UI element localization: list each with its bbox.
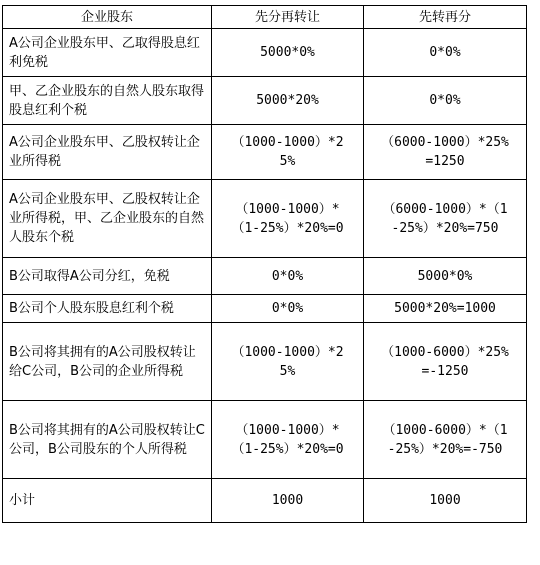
table-row [3, 258, 527, 295]
header-distribute-then-transfer: 先分再转让 [212, 6, 364, 29]
row-value-transfer-first [364, 77, 527, 125]
row-value-transfer-first [364, 401, 527, 479]
row-label: A公司企业股东甲、乙股权转让企业所得税 [3, 125, 212, 180]
header-shareholder: 企业股东 [3, 6, 212, 29]
cell-text: （1000-6000）*25%=-1250 [381, 344, 509, 379]
row-value-transfer-first [364, 125, 527, 180]
row-value-distribute-first [212, 29, 364, 77]
row-label: 小计 [3, 479, 212, 523]
row-value-distribute-first [212, 401, 364, 479]
row-value-transfer-first [364, 479, 527, 523]
header-transfer-then-distribute: 先转再分 [364, 6, 527, 29]
table-row [3, 77, 527, 125]
table-header-row [3, 6, 527, 29]
row-label: B公司取得A公司分红，免税 [3, 258, 212, 295]
row-value-transfer-first [364, 258, 527, 295]
cell-text: （1000-1000）*（1-25%）*20%=0 [231, 201, 344, 236]
row-value-distribute-first [212, 180, 364, 258]
row-label: B公司将其拥有的A公司股权转让C公司，B公司股东的个人所得税 [3, 401, 212, 479]
cell-text: 1000 [429, 493, 461, 508]
cell-text: 0*0% [429, 93, 461, 108]
cell-text: 5000*20%=1000 [394, 301, 496, 316]
row-label: 甲、乙企业股东的自然人股东取得股息红利个税 [3, 77, 212, 125]
row-value-distribute-first [212, 125, 364, 180]
row-value-distribute-first [212, 258, 364, 295]
cell-text: 0*0% [429, 45, 461, 60]
cell-text: （1000-1000）*25% [231, 344, 344, 379]
table-row [3, 180, 527, 258]
row-value-distribute-first [212, 323, 364, 401]
table-row [3, 125, 527, 180]
cell-text: （1000-6000）*（1-25%）*20%=-750 [382, 422, 508, 457]
row-label: A公司企业股东甲、乙取得股息红利免税 [3, 29, 212, 77]
row-label: B公司将其拥有的A公司股权转让给C公司，B公司的企业所得税 [3, 323, 212, 401]
table-row [3, 295, 527, 323]
tax-comparison-table [2, 5, 527, 523]
table-row-subtotal [3, 479, 527, 523]
table-row [3, 29, 527, 77]
row-label: B公司个人股东股息红利个税 [3, 295, 212, 323]
table-row [3, 323, 527, 401]
cell-text: 5000*0% [417, 268, 473, 284]
cell-text: （1000-1000）*25% [231, 135, 344, 169]
cell-text: 1000 [271, 493, 304, 508]
row-value-transfer-first [364, 29, 527, 77]
row-value-distribute-first [212, 479, 364, 523]
row-value-distribute-first [212, 295, 364, 323]
row-value-transfer-first [364, 323, 527, 401]
cell-text: （6000-1000）*25%=1250 [381, 135, 509, 169]
cell-text: 0*0% [271, 301, 304, 316]
cell-text: 0*0% [271, 268, 304, 284]
cell-text: （1000-1000）*（1-25%）*20%=0 [231, 422, 344, 457]
row-value-transfer-first [364, 295, 527, 323]
cell-text: （6000-1000）*（1-25%）*20%=750 [382, 201, 508, 236]
row-label: A公司企业股东甲、乙股权转让企业所得税，甲、乙企业股东的自然人股东个税 [3, 180, 212, 258]
table-row [3, 401, 527, 479]
cell-text: 5000*0% [260, 45, 315, 60]
row-value-distribute-first [212, 77, 364, 125]
row-value-transfer-first [364, 180, 527, 258]
cell-text: 5000*20% [256, 93, 319, 108]
